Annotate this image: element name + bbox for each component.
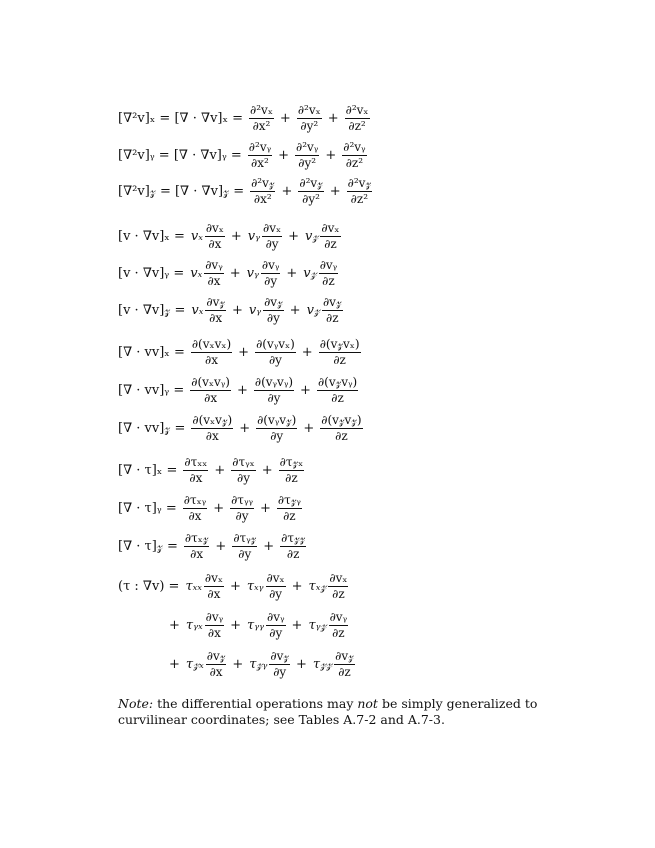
fraction: [184, 531, 210, 562]
denominator: ∂z²: [350, 191, 369, 206]
fraction: [250, 176, 275, 207]
equation-rhs: [189, 221, 343, 252]
numerator: ∂v𝓏: [206, 648, 226, 663]
coefficient: τᵧₓ: [185, 617, 203, 633]
numerator: ∂v𝓏: [335, 648, 354, 663]
fraction: [183, 493, 207, 524]
fraction: [266, 571, 286, 602]
numerator: ∂vₓ: [321, 220, 340, 235]
denominator: ∂y: [269, 625, 283, 640]
coefficient: τ𝓏ᵧ: [249, 656, 268, 672]
equation-rhs: [188, 375, 360, 406]
denominator: ∂y: [238, 546, 252, 561]
denominator: ∂z: [338, 664, 351, 679]
equation-rhs: [181, 455, 306, 486]
footnote: [118, 696, 578, 728]
fraction: [263, 295, 284, 326]
denominator: ∂y²: [298, 155, 317, 170]
operator: +: [301, 344, 313, 360]
denominator: ∂x²: [252, 118, 271, 133]
coefficient: vₓ: [190, 228, 203, 244]
numerator: ∂τₓ𝓏: [184, 530, 209, 545]
equation-row: [118, 218, 343, 254]
fraction: [261, 258, 281, 289]
numerator: ∂²v𝓏: [347, 175, 372, 190]
fraction: [322, 295, 343, 326]
equation-lhs: [∇ · vv]𝓏 =: [118, 420, 186, 436]
fraction: [183, 455, 208, 486]
numerator: ∂τ𝓏𝓏: [281, 530, 306, 545]
equation-rhs: [188, 258, 340, 289]
denominator: ∂z: [332, 625, 345, 640]
denominator: ∂y: [237, 470, 250, 485]
numerator: ∂²vᵧ: [343, 139, 366, 154]
operator: +: [286, 265, 298, 281]
fraction: [232, 531, 257, 562]
denominator: ∂x²: [253, 191, 272, 206]
denominator: ∂y: [264, 273, 278, 288]
numerator: ∂²vₓ: [345, 102, 369, 117]
fraction: [329, 610, 349, 641]
equation-row: [118, 452, 306, 488]
equation-rhs: [189, 295, 344, 326]
fraction: [231, 455, 255, 486]
coefficient: v𝓏: [303, 265, 317, 281]
equation-rhs: [182, 531, 308, 562]
equation-lhs: [v · ∇v]ᵧ =: [118, 265, 185, 281]
numerator: ∂vₓ: [329, 570, 348, 585]
numerator: ∂(vₓvₓ): [191, 336, 232, 351]
fraction: [266, 610, 286, 641]
operator: +: [291, 578, 303, 594]
equation-lhs: [v · ∇v]ₓ =: [118, 228, 185, 244]
operator: +: [229, 578, 241, 594]
coefficient: vᵧ: [247, 228, 261, 244]
numerator: ∂vᵧ: [261, 257, 280, 272]
denominator: ∂x: [208, 236, 222, 251]
fraction: [317, 375, 358, 406]
denominator: ∂z: [325, 310, 339, 325]
equation-row: [118, 292, 345, 328]
denominator: ∂z²: [348, 118, 366, 133]
equation-rhs: [165, 610, 350, 641]
denominator: ∂x²: [251, 155, 269, 170]
numerator: ∂vᵧ: [319, 257, 338, 272]
denominator: ∂y: [265, 236, 279, 251]
equation-lhs: [∇ · τ]𝓏 =: [118, 538, 178, 554]
numerator: ∂vₓ: [205, 220, 224, 235]
operator: +: [169, 656, 180, 672]
equation-lhs: [∇²v]ₓ = [∇ · ∇v]ₓ =: [118, 110, 244, 126]
denominator: ∂x: [205, 428, 219, 443]
operator: +: [231, 302, 243, 318]
numerator: ∂(vᵧvₓ): [256, 336, 295, 351]
denominator: ∂z: [333, 352, 346, 367]
fraction: [249, 103, 274, 134]
numerator: ∂τ𝓏ₓ: [279, 454, 304, 469]
fraction: [345, 103, 370, 134]
denominator: ∂x: [207, 273, 221, 288]
coefficient: vₓ: [191, 302, 204, 318]
equation-row: [118, 528, 308, 564]
operator: +: [300, 382, 311, 398]
numerator: ∂v𝓏: [322, 294, 342, 309]
denominator: ∂z: [285, 470, 298, 485]
operator: +: [259, 500, 271, 516]
fraction: [319, 258, 339, 289]
equation-row: [118, 334, 363, 370]
equation-lhs: [∇ · vv]ᵧ =: [118, 382, 185, 398]
operator: +: [281, 183, 293, 199]
fraction: [328, 571, 348, 602]
denominator: ∂z²: [345, 155, 364, 170]
numerator: ∂vₓ: [204, 570, 223, 585]
numerator: ∂(v𝓏vᵧ): [317, 374, 358, 389]
operator: +: [261, 462, 273, 478]
fraction: [205, 610, 225, 641]
fraction: [254, 375, 294, 406]
operator: +: [230, 228, 242, 244]
fraction: [191, 413, 233, 444]
equation-rhs: [246, 140, 369, 171]
denominator: ∂y: [235, 508, 249, 523]
operator: +: [288, 228, 300, 244]
numerator: ∂τᵧₓ: [232, 454, 255, 469]
denominator: ∂x: [207, 625, 221, 640]
equation-rhs: [165, 649, 357, 680]
numerator: ∂v𝓏: [264, 294, 283, 309]
equation-row: [118, 490, 304, 526]
fraction: [279, 455, 305, 486]
denominator: ∂x: [209, 310, 223, 325]
equation-row: [118, 100, 372, 136]
fraction: [319, 337, 361, 368]
numerator: ∂(v𝓏vₓ): [319, 336, 360, 351]
operator: +: [239, 420, 251, 436]
numerator: ∂vₓ: [263, 220, 282, 235]
equation-rhs: [189, 337, 363, 368]
denominator: ∂z: [324, 236, 337, 251]
fraction: [298, 176, 323, 207]
fraction: [334, 649, 355, 680]
numerator: ∂τₓₓ: [184, 454, 208, 469]
denominator: ∂x: [207, 586, 221, 601]
denominator: ∂z: [335, 428, 348, 443]
fraction: [206, 649, 227, 680]
denominator: ∂y²: [302, 191, 320, 206]
denominator: ∂x: [205, 352, 218, 367]
denominator: ∂y: [266, 310, 280, 325]
fraction: [205, 295, 226, 326]
operator: +: [278, 147, 290, 163]
operator: +: [232, 656, 244, 672]
numerator: ∂vᵧ: [267, 609, 285, 624]
equation-lhs: [∇²v]ᵧ = [∇ · ∇v]ᵧ =: [118, 147, 242, 163]
operator: +: [236, 382, 248, 398]
numerator: ∂²v𝓏: [251, 175, 275, 190]
fraction: [248, 140, 272, 171]
numerator: ∂v𝓏: [206, 294, 225, 309]
numerator: ∂τ𝓏ᵧ: [277, 492, 301, 507]
numerator: ∂(vᵧv𝓏): [257, 412, 297, 427]
fraction: [262, 221, 282, 252]
denominator: ∂z: [286, 546, 300, 561]
denominator: ∂y: [268, 352, 282, 367]
operator: +: [295, 656, 307, 672]
fraction: [255, 337, 296, 368]
equation-row: [118, 410, 365, 446]
fraction: [191, 337, 232, 368]
equation-row: [165, 607, 350, 643]
operator: +: [214, 462, 226, 478]
note-text-2: be simply generalized to curvilinear coordinates; see Tables A.7-2 and A.7-3.: [118, 696, 538, 727]
equation-row: [118, 255, 340, 291]
numerator: ∂vᵧ: [329, 609, 348, 624]
numerator: ∂(vₓvᵧ): [191, 374, 230, 389]
numerator: ∂²vₓ: [250, 102, 273, 117]
fraction: [277, 493, 302, 524]
operator: +: [303, 420, 315, 436]
operator: +: [215, 538, 227, 554]
note-text-1: the differential operations may: [153, 696, 358, 711]
equation-lhs: [∇ · vv]ₓ =: [118, 344, 185, 360]
coefficient: v𝓏: [305, 228, 319, 244]
coefficient: τₓ𝓏: [308, 578, 327, 594]
fraction: [280, 531, 306, 562]
denominator: ∂x: [190, 546, 204, 561]
denominator: ∂y: [267, 390, 281, 405]
coefficient: τₓₓ: [185, 578, 202, 594]
coefficient: τ𝓏𝓏: [312, 656, 333, 672]
equation-lhs: (τ : ∇v) =: [118, 578, 180, 594]
denominator: ∂x: [188, 508, 202, 523]
equation-row: [118, 372, 360, 408]
operator: +: [327, 110, 339, 126]
coefficient: τ𝓏ₓ: [185, 656, 204, 672]
denominator: ∂y: [269, 586, 283, 601]
fraction: [320, 413, 362, 444]
operator: +: [325, 147, 337, 163]
numerator: ∂(v𝓏v𝓏): [321, 412, 362, 427]
numerator: ∂²vᵧ: [296, 139, 319, 154]
denominator: ∂z: [331, 390, 344, 405]
numerator: ∂τₓᵧ: [183, 492, 207, 507]
numerator: ∂v𝓏: [270, 648, 289, 663]
fraction: [230, 493, 254, 524]
denominator: ∂y²: [300, 118, 319, 133]
equation-lhs: [∇ · τ]ᵧ =: [118, 500, 177, 516]
equation-lhs: [v · ∇v]𝓏 =: [118, 302, 186, 318]
operator: +: [238, 344, 250, 360]
coefficient: vᵧ: [246, 265, 259, 281]
numerator: ∂²vₓ: [297, 102, 321, 117]
equation-rhs: [189, 413, 364, 444]
numerator: ∂(vₓv𝓏): [192, 412, 233, 427]
fraction: [297, 103, 322, 134]
numerator: ∂(vᵧvᵧ): [254, 374, 294, 389]
operator: +: [329, 183, 341, 199]
note-label: Note:: [118, 696, 154, 711]
numerator: ∂τᵧ𝓏: [233, 530, 257, 545]
denominator: ∂y: [270, 428, 284, 443]
coefficient: τᵧ𝓏: [308, 617, 327, 633]
numerator: ∂τᵧᵧ: [231, 492, 253, 507]
fraction: [295, 140, 319, 171]
fraction: [320, 221, 340, 252]
equation-rhs: [181, 493, 304, 524]
numerator: ∂vᵧ: [205, 257, 223, 272]
numerator: ∂²v𝓏: [299, 175, 323, 190]
denominator: ∂x: [209, 664, 223, 679]
equation-row: [118, 568, 350, 604]
fraction: [347, 176, 372, 207]
denominator: ∂z: [332, 586, 345, 601]
coefficient: τᵧᵧ: [247, 617, 265, 633]
operator: +: [263, 538, 275, 554]
fraction: [190, 375, 231, 406]
fraction: [205, 221, 225, 252]
fraction: [269, 649, 290, 680]
denominator: ∂x: [189, 470, 203, 485]
fraction: [204, 258, 224, 289]
numerator: ∂vᵧ: [205, 609, 224, 624]
operator: +: [229, 265, 241, 281]
equation-rhs: [248, 176, 374, 207]
denominator: ∂z: [322, 273, 335, 288]
equation-rhs: [247, 103, 371, 134]
coefficient: τₓᵧ: [246, 578, 264, 594]
equation-row: [118, 137, 369, 173]
equation-row: [165, 646, 357, 682]
operator: +: [169, 617, 180, 633]
equation-lhs: [∇ · τ]ₓ =: [118, 462, 178, 478]
denominator: ∂z: [283, 508, 296, 523]
numerator: ∂vₓ: [266, 570, 285, 585]
note-emphasis: not: [357, 696, 378, 711]
numerator: ∂²vᵧ: [248, 139, 272, 154]
equation-lhs: [∇²v]𝓏 = [∇ · ∇v]𝓏 =: [118, 183, 245, 199]
operator: +: [289, 302, 301, 318]
operator: +: [279, 110, 291, 126]
fraction: [342, 140, 366, 171]
fraction: [256, 413, 297, 444]
denominator: ∂y: [273, 664, 287, 679]
equation-rhs: [183, 571, 350, 602]
coefficient: v𝓏: [306, 302, 320, 318]
equation-row: [118, 173, 374, 209]
operator: +: [213, 500, 225, 516]
operator: +: [230, 617, 242, 633]
coefficient: vₓ: [190, 265, 203, 281]
operator: +: [291, 617, 303, 633]
denominator: ∂x: [204, 390, 218, 405]
coefficient: vᵧ: [248, 302, 262, 318]
fraction: [204, 571, 224, 602]
